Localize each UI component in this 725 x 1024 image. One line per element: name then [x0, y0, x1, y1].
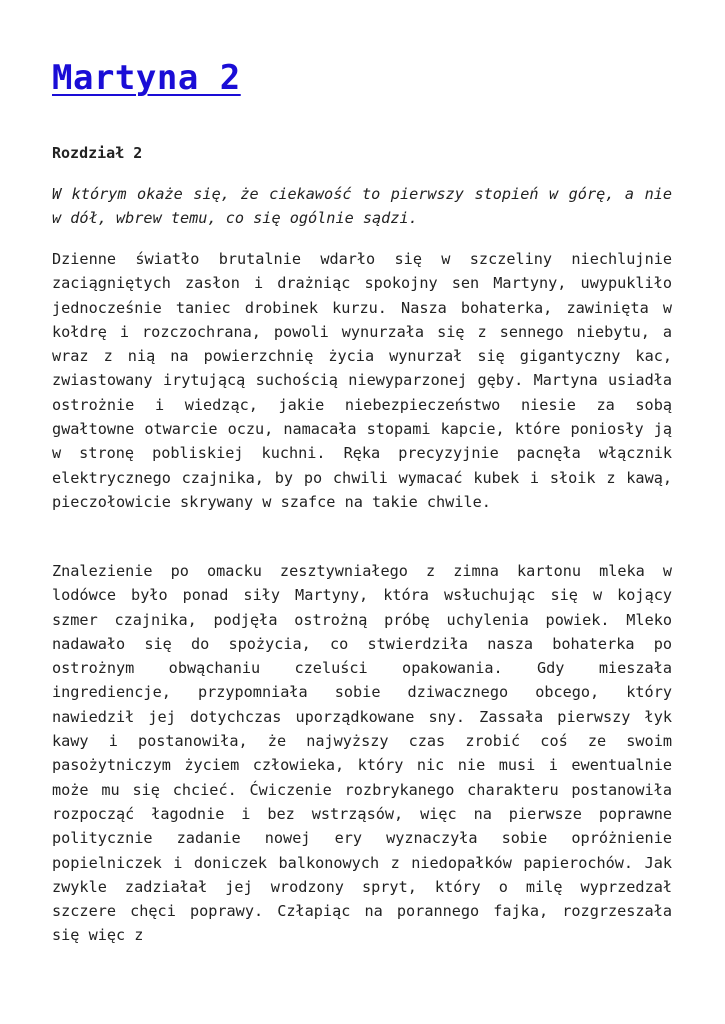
post-title-link[interactable]: Martyna 2 [52, 58, 241, 98]
paragraph-2: Znalezienie po omacku zesztywniałego z zimna kartonu mleka w lodówce było ponad siły Martyny, która wsłuchując się w kojący szmer czajnika, podjęła ostrożną próbę uchylenia powiek. Mleko nadawało się do spożycia, co stwierdziła nasza bohaterka po ostrożnym obwąchaniu czeluści opakowania. Gdy mieszała ingrediencje, przypomniała sobie dziwacznego obcego, który nawiedził jej dotychczas uporządkowane sny. Zassała pierwszy łyk kawy i postanowiła, że najwyższy czas zrobić coś ze swoim pasożytniczym życiem człowieka, który nic nie musi i ewentualnie może mu się chcieć. Ćwiczenie rozbrykanego charakteru postanowiła rozpocząć łagodnie i bez wstrząsów, więc na pierwsze poprawne politycznie zadanie nowej ery wyznaczyła sobie opróżnienie popielniczek i doniczek balkonowych z niedopałków papierochów. Jak zwykle zadziałał jej wrodzony spryt, który o milę wyprzedzał szczere chęci poprawy. Człapiąc na porannego fajka, rozgrzeszała się więc z [52, 562, 672, 945]
chapter-heading: Rozdział 2 [52, 144, 143, 162]
paragraph-1: Dzienne światło brutalnie wdarło się w szczeliny niechlujnie zaciągniętych zasłon i drażniąc spokojny sen Martyny, uwypukliło jednocześnie taniec drobinek kurzu. Nasza bohaterka, zawinięta w kołdrę i rozczochrana, powoli wynurzała się z sennego niebytu, a wraz z nią na powierzchnię życia wynurzał się gigantyczny kac, zwiastowany irytującą suchością niewyparzonej gęby. Martyna usiadła ostrożnie i wiedząc, jakie niebezpieczeństwo niesie za sobą gwałtowne otwarcie oczu, namacała stopami kapcie, które poniosły ją w stronę pobliskiej kuchni. Ręka precyzyjnie pacnęła włącznik elektrycznego czajnika, by po chwili wymacać kubek i słoik z kawą, pieczołowicie skrywany w szafce na takie chwile. [52, 250, 672, 511]
document-page [52, 0, 672, 945]
post-title [52, 0, 672, 99]
chapter-subtitle: W którym okaże się, że ciekawość to pierwszy stopień w górę, a nie w dół, wbrew temu, co się ogólnie sądzi. [52, 185, 672, 228]
